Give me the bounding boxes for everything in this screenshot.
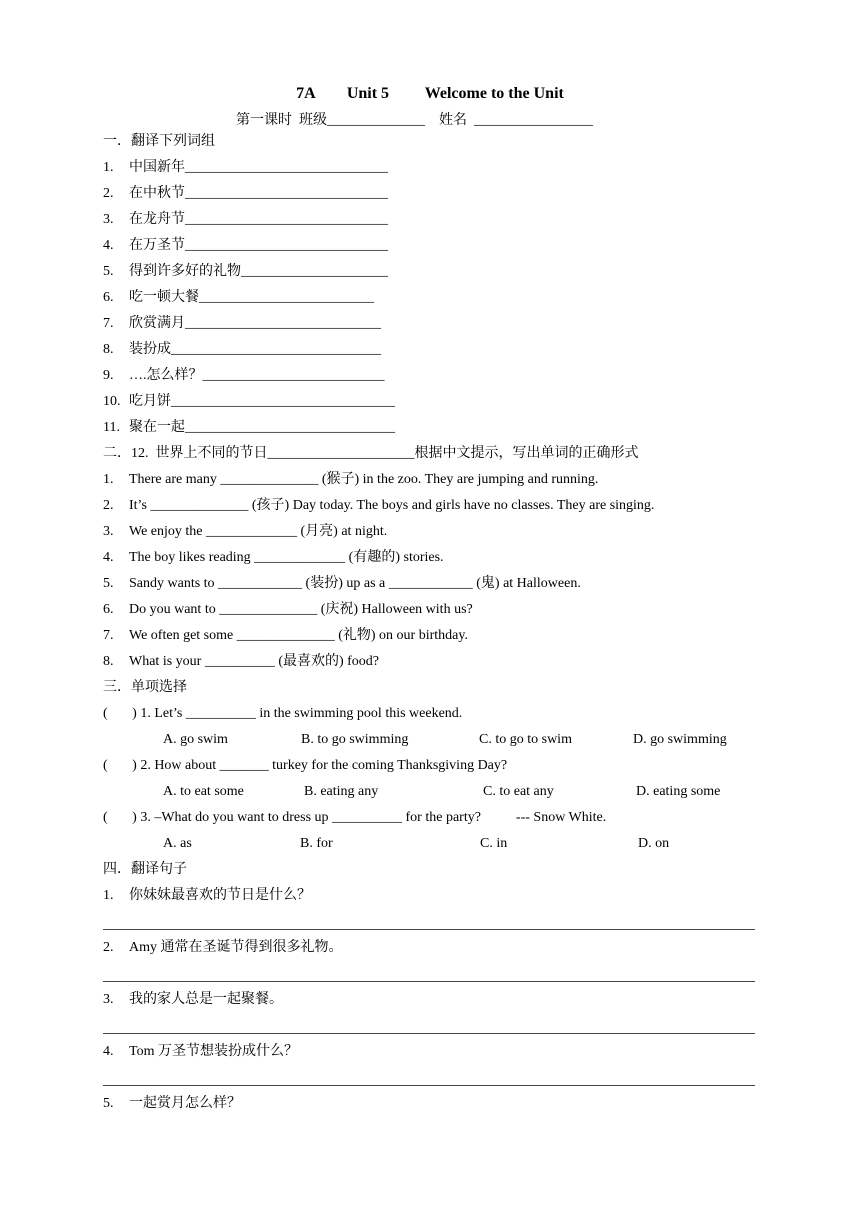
list-item: 1. 中国新年_____________________________ — [103, 160, 388, 175]
list-item: 5. Sandy wants to ____________ (装扮) up as a ____________ (鬼) at Halloween. — [103, 576, 581, 591]
list-item: 4. The boy likes reading _____________ (有趣的) stories. — [103, 550, 444, 565]
list-item: 2. It’s ______________ (孩子) Day today. The boys and girls have no classes. They are singing. — [103, 498, 655, 513]
list-item: 4. 在万圣节_____________________________ — [103, 238, 388, 253]
section4-heading: 四．翻译句子 — [103, 862, 187, 877]
option-a: A. as — [163, 836, 192, 851]
list-item: 5. 得到许多好的礼物_____________________ — [103, 264, 388, 279]
answer-line — [103, 981, 755, 982]
list-item: 1. There are many ______________ (猴子) in the zoo. They are jumping and running. — [103, 472, 599, 487]
list-item: 4. Tom 万圣节想装扮成什么？ — [103, 1044, 298, 1059]
list-item: 1. 你妹妹最喜欢的节日是什么？ — [103, 888, 311, 903]
list-item: 6. Do you want to ______________ (庆祝) Halloween with us? — [103, 602, 473, 617]
section1-heading: 一．翻译下列词组 — [103, 134, 215, 149]
question-stem: ( ) 1. Let’s __________ in the swimming pool this weekend. — [103, 706, 463, 721]
option-b: B. eating any — [304, 784, 379, 799]
list-item: 11. 聚在一起______________________________ — [103, 420, 395, 435]
answer-line — [103, 1085, 755, 1086]
list-item: 7. 欣赏满月____________________________ — [103, 316, 381, 331]
list-item: 6. 吃一顿大餐_________________________ — [103, 290, 374, 305]
list-item: 2. 在中秋节_____________________________ — [103, 186, 388, 201]
list-item: 8. 装扮成______________________________ — [103, 342, 381, 357]
answer-line — [103, 929, 755, 930]
question-stem: ( ) 2. How about _______ turkey for the coming Thanksgiving Day? — [103, 758, 508, 773]
option-d: D. eating some — [636, 784, 721, 799]
option-c: C. to go to swim — [479, 732, 572, 747]
option-c: C. in — [480, 836, 508, 851]
option-a: A. to eat some — [163, 784, 244, 799]
answer-line — [103, 1033, 755, 1034]
list-item: 3. We enjoy the _____________ (月亮) at night. — [103, 524, 388, 539]
list-item: 10. 吃月饼________________________________ — [103, 394, 395, 409]
list-item: 3. 在龙舟节_____________________________ — [103, 212, 388, 227]
option-d: D. go swimming — [633, 732, 727, 747]
option-b: B. to go swimming — [301, 732, 409, 747]
list-item: 2. Amy 通常在圣诞节得到很多礼物。 — [103, 940, 343, 955]
list-item: 5. 一起赏月怎么样？ — [103, 1096, 241, 1111]
list-item: 9. ….怎么样？__________________________ — [103, 368, 385, 383]
list-item: 7. We often get some ______________ (礼物) on our birthday. — [103, 628, 468, 643]
page-subtitle: 第一课时 班级______________ 姓名 _________________ — [236, 113, 593, 128]
question-stem: ( ) 3. –What do you want to dress up __________ for the party? --- Snow White. — [103, 810, 607, 825]
list-item: 3. 我的家人总是一起聚餐。 — [103, 992, 283, 1007]
option-d: D. on — [638, 836, 670, 851]
list-item: 8. What is your __________ (最喜欢的) food? — [103, 654, 380, 669]
option-a: A. go swim — [163, 732, 228, 747]
section3-heading: 三．单项选择 — [103, 680, 187, 695]
page-title: 7A Unit 5 Welcome to the Unit — [296, 85, 564, 102]
option-c: C. to eat any — [483, 784, 554, 799]
section2-heading: 二．12. 世界上不同的节日_____________________根据中文提示，写出单词的正确形式 — [103, 446, 639, 461]
option-b: B. for — [300, 836, 333, 851]
